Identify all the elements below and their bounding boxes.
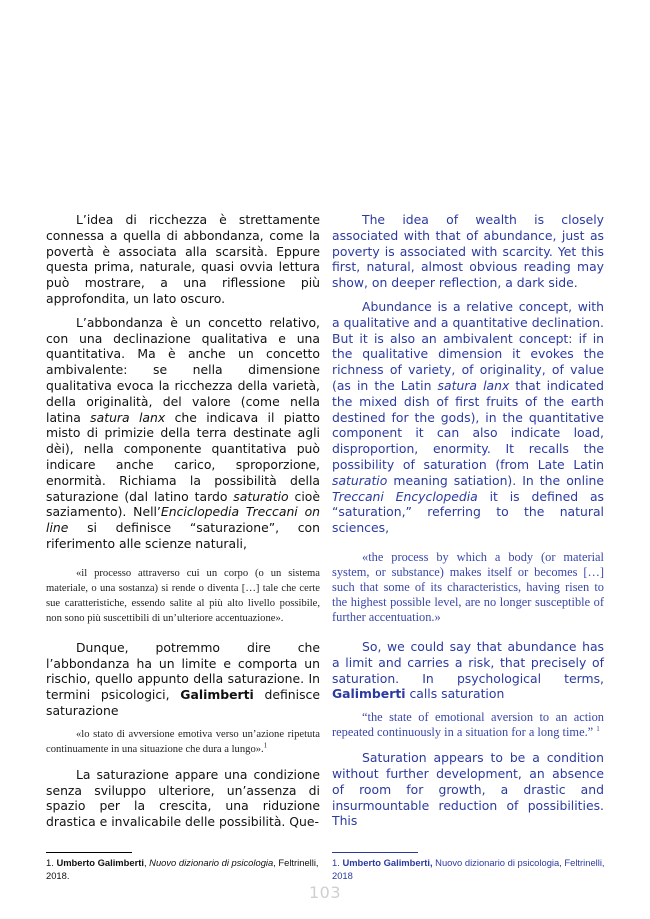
english-quote-2 [332,710,604,740]
text-run: that indicated the mixed dish of first fruits of the earth destined for the gods), in the quantitative component it can also indicate load, disproportion, enormity. It recalls the possibility of saturation (from Late Latin [332,377,604,472]
footnote-divider [332,852,418,853]
page-number: 103 [308,883,342,902]
italic-term: satura lanx [90,409,166,425]
quote-body: «lo stato di avversione emotiva verso un’azione ripetuta continuamente in una situazione che dura a lungo». [46,728,320,755]
bold-name: Galimberti [180,687,254,703]
footnote-ref[interactable]: 1 [263,741,268,750]
bold-name: Galimberti [332,686,406,702]
english-paragraph-2 [332,299,604,536]
italic-term: Enciclopedia Treccani on line [46,504,321,536]
text-run: si definisce “saturazione”, con riferimento alle scienze naturali, [46,520,320,551]
footnote-rest: , Feltrinelli, 2018. [46,857,319,881]
quote-text: «the process by which a body (or material system, or substance) makes itself or becomes […] such that some of its characteristics, having risen to the highest possible level, are no longer susceptible of further accentuation.» [332,549,604,624]
footnote-rest: , Feltrinelli, 2018 [332,857,605,881]
italian-paragraph-2 [46,315,320,552]
footnote-divider [46,852,132,853]
text-run: L’abbondanza è un concetto relativo, con una declinazione qualitativa e una quantitativa. Ma è anche un concetto ambivalente: se nella dimensione qualitativa evoca la ricchezza della varietà, della originalità, del valore (come nella latina [46,314,320,425]
quote-body: “the state of emotional aversion to an action repeated continuously in a situation for a long time.” [332,710,604,740]
italian-quote-2 [46,727,320,757]
text-run: definisce saturazione [46,687,320,718]
quote-text [332,710,604,740]
footnote-author: Umberto Galimberti, [342,857,433,868]
italian-column [46,212,320,838]
footnote-ref[interactable]: 1 [596,725,600,733]
italic-term: saturatio [332,472,388,488]
italic-term: saturatio [233,488,289,504]
italic-term: satura lanx [437,377,510,393]
text-run: Abundance is a relative concept, with a qualitative and a quantitative declination. But it is also an ambivalent concept: if in the qualitative dimension it evokes the richness of variety, of originality, of value (as in the Latin [332,298,604,393]
quote-text [46,727,320,757]
italian-footnote: 1. Umberto Galimberti, Nuovo dizionario di psicologia, Feltrinelli, 2018. [46,857,319,881]
text-run: So, we could say that abundance has a limit and carries a risk, that precisely of saturation. In psychological terms, [332,638,604,686]
italian-paragraph-1: L’idea di ricchezza è strettamente connessa a quella di abbondanza, come la povertà è associata alla scarsità. Eppure questa prima, naturale, quasi ovvia lettura può mostrare, a una riflessione più approfondita, un lato oscuro. [46,212,320,306]
footnote-author: Umberto Galimberti [56,857,144,868]
footnote-number: 1. [332,857,340,868]
italian-paragraph-4: La saturazione appare una condizione senza sviluppo ulteriore, un’assenza di spazio per la crescita, una riduzione drastica e invalicabile delle possibilità. Que- [46,766,320,830]
italic-term: Treccani Encyclopedia [332,488,478,504]
italian-paragraph-3 [46,640,320,719]
footnote-title: Nuovo dizionario di psicologia [149,857,274,868]
english-paragraph-4: Saturation appears to be a condition without further development, an absence of room for growth, a drastic and insurmountable reduction of possibilities. This [332,750,604,829]
english-column [332,212,604,837]
footnote-number: 1. [46,857,54,868]
footnote-title: Nuovo dizionario di psicologia [435,857,560,868]
text-run: Dunque, potremmo dire che l’abbondanza ha un limite e comporta un rischio, quello appunto della saturazione. In termini psicologici, [46,639,320,703]
text-run: it is defined as “saturation,” referring to the natural sciences, [332,488,604,536]
english-footnote [332,856,608,882]
quote-text: «il processo attraverso cui un corpo (o un sistema materiale, o una sostanza) si rende o diventa […] tale che certe sue caratteristiche, essendo salite al più alto livello possibile, non sono più suscettibili di un’ulteriore accentuazione». [46,567,320,624]
italian-quote-1 [46,566,320,626]
english-quote-1 [332,550,604,625]
text-run: cioè saziamento). Nell’ [46,488,320,520]
english-paragraph-1: The idea of wealth is closely associated with that of abundance, just as poverty is associated with scarcity. Yet this first, natural, almost obvious reading may show, on deeper reflection, a dark side. [332,212,604,291]
text-run: calls saturation [405,686,505,702]
text-run: meaning satiation). In the online [387,472,604,488]
text-run: che indicava il piatto misto di primizie della terra destinate agli dèi), nella componente quantitativa può indicare anche carico, sproporzione, enormità. Richiama la possibilità della saturazione (dal latino tardo [46,409,320,504]
english-paragraph-3 [332,639,604,702]
